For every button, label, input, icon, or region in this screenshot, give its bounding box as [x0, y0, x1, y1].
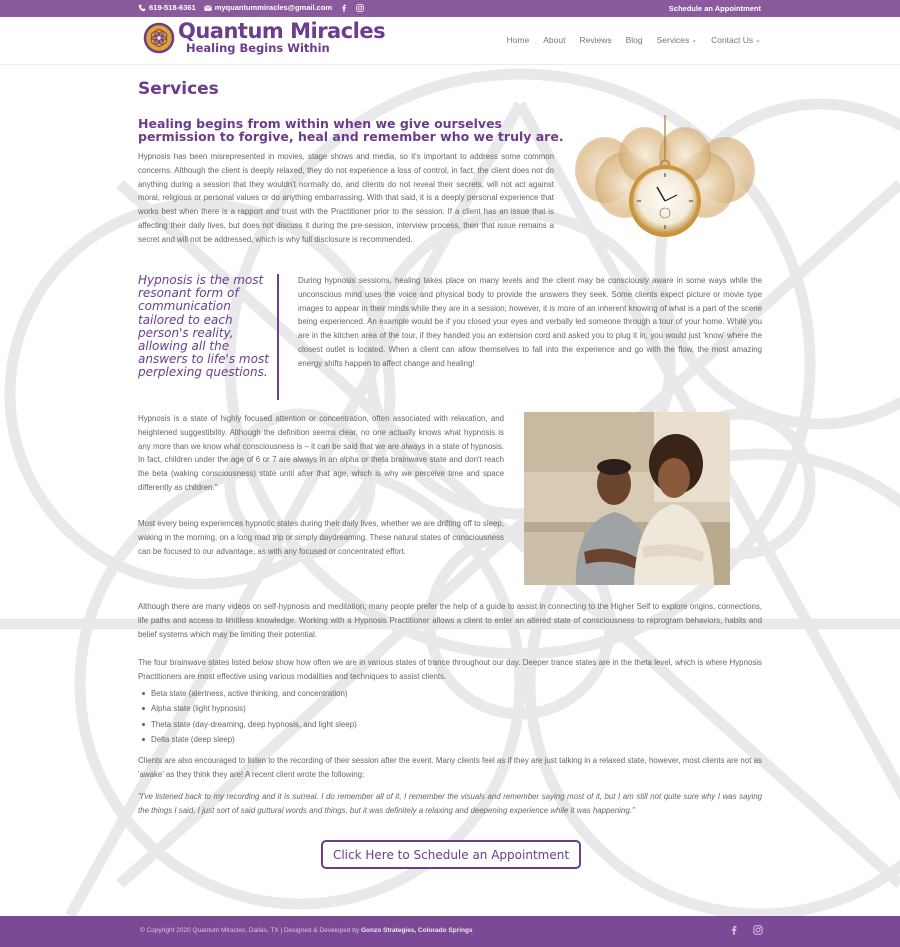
nav-services-label: Services	[656, 35, 690, 45]
developer-link[interactable]: Gonzo Strategies, Colorado Springs	[360, 927, 473, 934]
list-item-text: Delta state (deep sleep)	[151, 734, 235, 744]
logo-title: Quantum Miracles	[178, 19, 386, 44]
site-logo[interactable]	[142, 21, 385, 55]
phone-icon	[138, 4, 146, 12]
bullet-icon	[142, 692, 145, 695]
facebook-icon	[340, 4, 348, 12]
hypnosis-definition-paragraph: Hypnosis is a state of highly focused attention or concentration, often associated with relaxation, and heightened suggestibility. Although the definition seems clear, no one actually knows what hypnosis is any more than we know what consciousness is – it can be said that we are always in a state of hypnosis. In fact, children under the age of 6 or 7 are always in an alpha or theta brainwave state and don't reach the beta (waking consciousness) state until after that age, which is why we perceive time and space differently as children."	[138, 414, 504, 492]
page-title: Services	[138, 79, 219, 99]
schedule-appointment-link[interactable]: Schedule an Appointment	[668, 4, 761, 13]
brainwave-paragraph: The four brainwave states listed below show how often we are in various states of trance throughout our day. Deeper trance states are in the theta level, which is where Hypnosis Practitioners are most effective using various modalities and techniques to assist clients.	[138, 658, 762, 681]
nav-home[interactable]: Home	[506, 35, 530, 45]
chevron-down-icon: ⌄	[691, 37, 698, 44]
bullet-icon	[142, 707, 145, 710]
site-header	[0, 17, 900, 64]
pocket-watch-image	[565, 115, 765, 242]
main-nav	[507, 35, 761, 45]
sessions-paragraph: During hypnosis sessions, healing takes place on many levels and the client may be consciously aware in some ways while the unconscious mind uses the voice and physical body to provide the answers they seek. Some clients expect picture or movie type images to appear in their minds while they are in a session; however, it is more of an inherent knowing of what is a part of the scene being experienced. An example would be if you closed your eyes and verbally led someone through a tour of your home. While you are in the kitchen area of the tour, if they handed you an extension cord and asked you to plug it in, you would just 'know' where the closest outlet is located. When a client can allow themselves to fall into the experience and go with the flow, the most amazing energy shifts happen to affect change and healing!	[298, 276, 762, 368]
list-item	[138, 701, 762, 716]
services-headline: Healing begins from within when we give ourselves permission to forgive, heal and remember who we truly are.	[138, 116, 564, 144]
nav-reviews[interactable]: Reviews	[579, 35, 612, 45]
pull-quote	[138, 274, 279, 400]
instagram-link[interactable]	[356, 4, 364, 12]
self-hypnosis-paragraph: Although there are many videos on self-hypnosis and meditation, many people prefer the help of a guide to assist in connecting to the Higher Self to explore origins, connections, life paths and access to limitless knowledge. Working with a Hypnosis Practitioner allows a client to enter an altered state of consciousness to reprogram behaviors, habits and belief systems which may be limiting their potential.	[138, 602, 762, 639]
nav-blog[interactable]: Blog	[625, 35, 643, 45]
list-item-text: Alpha state (light hypnosis)	[151, 704, 246, 714]
couple-on-couch-image	[524, 412, 730, 585]
email-icon	[204, 4, 212, 12]
facebook-icon[interactable]	[729, 925, 739, 935]
client-testimonial: "I've listened back to my recording and it is surreal. I do remember all of it, I remember the visuals and remember saying most of it, but I am still not quite sure why I was saying the things I said, I just sort of said guttural words and things, but it was definitely a relaxing and deepening experience while it was happening."	[138, 792, 762, 815]
flower-of-life-logo-icon	[142, 21, 176, 55]
list-item-text: Beta state (alertness, active thinking, and concentration)	[151, 689, 348, 698]
email-address: myquantummiracles@gmail.com	[214, 3, 333, 12]
bullet-icon	[142, 738, 145, 741]
copyright-text	[140, 927, 473, 934]
nav-contact-label: Contact Us	[711, 35, 754, 45]
phone-link[interactable]	[138, 3, 196, 12]
logo-subtitle: Healing Begins Within	[186, 41, 330, 56]
list-item	[138, 717, 762, 732]
instagram-icon[interactable]	[753, 925, 763, 935]
nav-services[interactable]	[657, 35, 697, 45]
instagram-icon	[356, 4, 364, 12]
copyright-label: © Copyright 2020 Quantum Miracles, Dallas, TX | Designed & Developed by	[140, 927, 361, 934]
pull-quote-text: Hypnosis is the most resonant form of communication tailored to each person's reality, allowing all the answers to life's most perplexing questions.	[138, 273, 269, 380]
email-link[interactable]	[204, 3, 332, 12]
nav-about[interactable]: About	[543, 35, 566, 45]
list-item	[138, 686, 762, 701]
intro-paragraph: Hypnosis has been misrepresented in movies, stage shows and media, so it's important to address some common concerns. Although the client is deeply relaxed, they do not experience a loss of control, in fact, the client does not do anything during a session that they wouldn't normally do, and clients do not reveal their secrets, will not act against moral, religious or personal values or do anything embarrassing. With that said, it is a deeply personal experience that works best when there is a rapport and trust with the Practitioner prior to the session. If a client has an issue that is affecting their daily lives, but does not discuss it during the pre-session, interview process, then that issue remains a secret and will not be addressed, which is why full disclosure is recommended.	[138, 152, 554, 244]
facebook-link[interactable]	[340, 4, 348, 12]
main-content	[0, 64, 900, 916]
nav-contact[interactable]	[711, 35, 761, 45]
hypnotic-states-paragraph: Most every being experiences hypnotic states during their daily lives, whether we are drifting off to sleep, waking in the morning, on a long road trip or simply daydreaming. These natural states of consciousness can be focused to our advantage, as with any focused or concentrated effort.	[138, 519, 504, 556]
recording-paragraph: Clients are also encouraged to listen to the recording of their session after the event. Many clients feel as if they are just talking in a relaxed state, however, most clients are not as 'awake' as they think they are! A recent client wrote the following:	[138, 756, 762, 779]
phone-number: 619-518-6361	[149, 3, 196, 12]
schedule-appointment-button[interactable]: Click Here to Schedule an Appointment	[321, 840, 581, 869]
top-bar	[0, 0, 900, 17]
list-item	[138, 732, 762, 747]
list-item-text: Theta state (day-dreaming, deep hypnosis, and light sleep)	[151, 719, 357, 729]
site-footer	[0, 916, 900, 947]
brainwave-list	[138, 686, 762, 747]
chevron-down-icon: ⌄	[755, 37, 761, 44]
bullet-icon	[142, 723, 145, 726]
